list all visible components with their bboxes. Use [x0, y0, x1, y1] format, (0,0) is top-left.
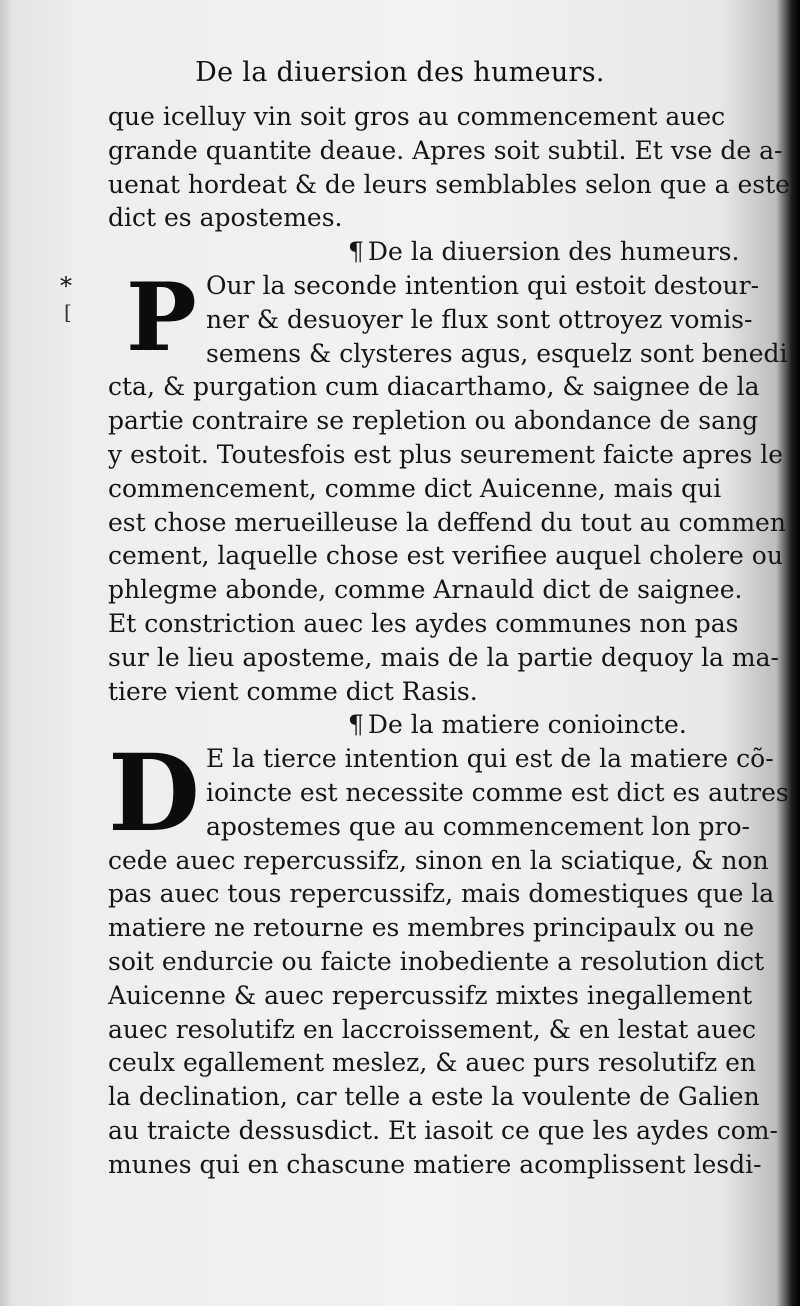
- pilcrow-icon: ¶: [348, 237, 364, 267]
- text-line: la declination, car telle a este la voulente de Galien: [108, 1082, 760, 1112]
- text-line: ioincte est necessite comme est dict es autres: [206, 777, 789, 807]
- text-line: commencement, comme dict Auicenne, mais qui: [108, 473, 722, 503]
- margin-bracket: [: [64, 300, 72, 324]
- text-line: phlegme abonde, comme Arnauld dict de saignee.: [108, 575, 743, 605]
- text-line: au traicte dessusdict. Et iasoit ce que les aydes com-: [108, 1115, 778, 1145]
- text-line: munes qui en chascune matiere acomplissent lesdi-: [108, 1149, 762, 1179]
- text-line: grande quantite deaue. Apres soit subtil. Et vse de a-: [108, 135, 783, 165]
- text-line: y estoit. Toutesfois est plus seurement faicte apres le: [108, 439, 784, 469]
- drop-cap: P: [126, 262, 197, 373]
- pilcrow-icon: ¶: [348, 710, 364, 740]
- section-heading: De la diuersion des humeurs.: [367, 237, 740, 267]
- page-gutter: [0, 0, 14, 1306]
- text-line: cta, & purgation cum diacarthamo, & saignee de la: [108, 372, 760, 402]
- paragraph-seconde-intention: [108, 262, 788, 708]
- text-line: sur le lieu aposteme, mais de la partie dequoy la ma-: [108, 642, 779, 672]
- text-line: Et constriction auec les aydes communes non pas: [108, 608, 739, 638]
- text-line: Auicenne & auec repercussifz mixtes inegallement: [108, 980, 753, 1010]
- text-line: ceulx egallement meslez, & auec purs resolutifz en: [108, 1048, 757, 1078]
- text-line: cede auec repercussifz, sinon en la sciatique, & non: [108, 845, 769, 875]
- text-line: uenat hordeat & de leurs semblables selon que a este: [108, 169, 790, 199]
- text-line: cement, laquelle chose est verifiee auquel cholere ou: [108, 541, 783, 571]
- running-head: De la diuersion des humeurs.: [195, 57, 605, 88]
- paragraph-matiere-conioincte: [108, 730, 789, 1181]
- text-line: soit endurcie ou faicte inobediente a resolution dict: [108, 946, 764, 976]
- section-heading: De la matiere conioincte.: [367, 710, 687, 740]
- text-line: tiere vient comme dict Rasis.: [108, 676, 478, 706]
- text-line: matiere ne retourne es membres principaulx ou ne: [108, 913, 755, 943]
- text-line: pas auec tous repercussifz, mais domestiques que la: [108, 879, 775, 909]
- text-line: semens & clysteres agus, esquelz sont benedi: [206, 338, 788, 368]
- text-line: Our la seconde intention qui estoit destour-: [206, 270, 760, 300]
- drop-cap: D: [108, 730, 200, 856]
- text-line: partie contraire se repletion ou abondance de sang: [108, 406, 759, 436]
- text-line: que icelluy vin soit gros au commencement auec: [108, 102, 726, 131]
- margin-asterisk: *: [60, 272, 72, 300]
- text-line: auec resolutifz en laccroissement, & en lestat auec: [108, 1014, 757, 1044]
- text-block: [108, 100, 790, 1182]
- section-rubric: [108, 235, 740, 269]
- text-line: dict es apostemes.: [108, 203, 343, 233]
- text-line: E la tierce intention qui est de la matiere cõ-: [206, 744, 774, 774]
- text-line: apostemes que au commencement lon pro-: [206, 811, 751, 841]
- text-line: ner & desuoyer le flux sont ottroyez vomis-: [206, 304, 753, 334]
- text-line: est chose merueilleuse la deffend du tout au commen: [108, 507, 786, 537]
